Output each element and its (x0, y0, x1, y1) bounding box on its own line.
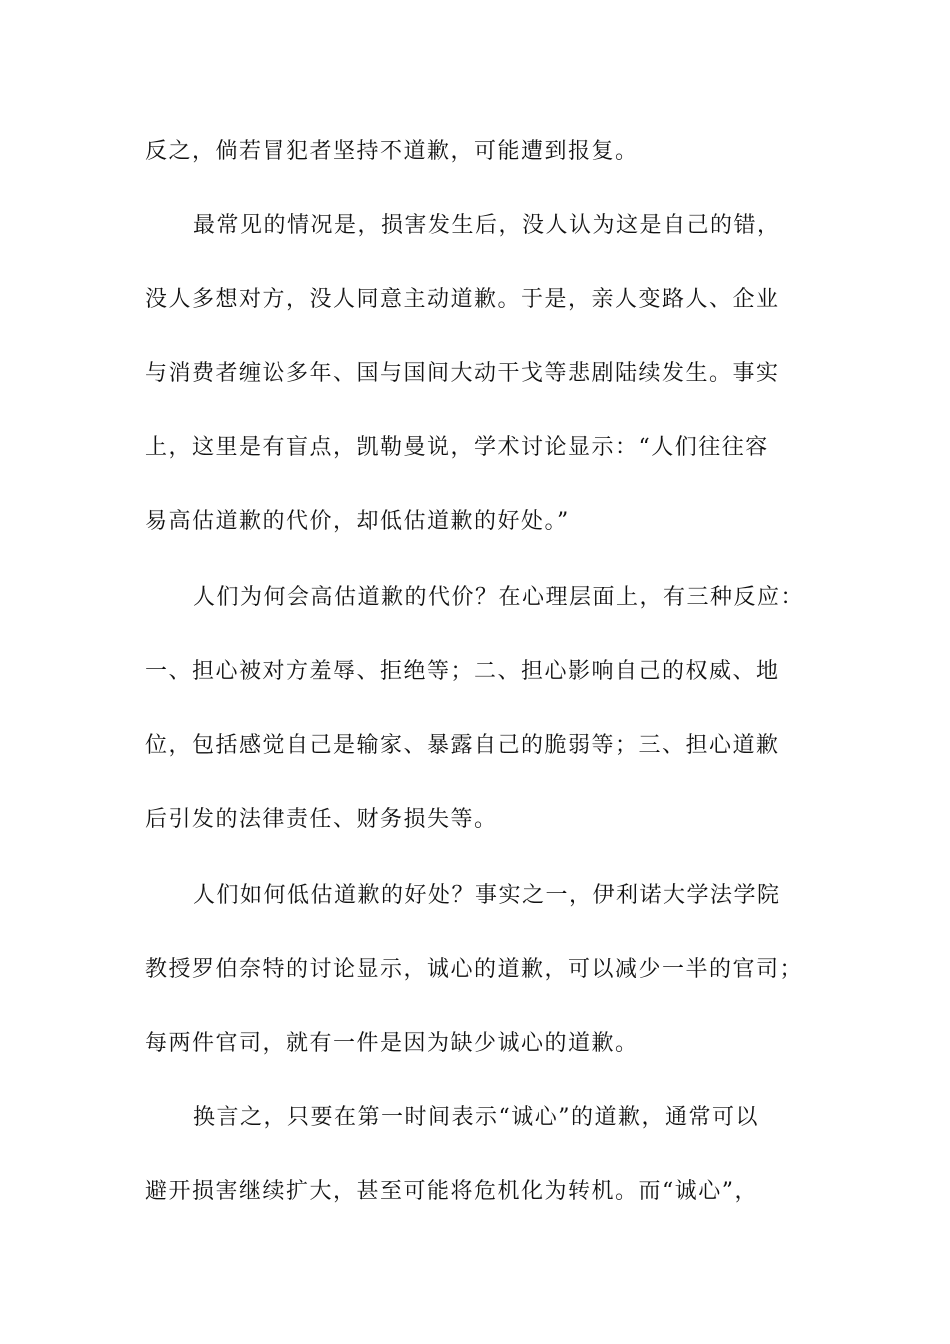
text-line: 避开损害继续扩大，甚至可能将危机化为转机。而“诚心”， (145, 1179, 758, 1204)
paragraph-start-line: 最常见的情况是，损害发生后，没人认为这是自己的错， (193, 213, 781, 238)
text-line: 一、担心被对方羞辱、拒绝等；二、担心影响自己的权威、地 (145, 659, 780, 684)
paragraph-start-line: 换言之，只要在第一时间表示“诚心”的道歉，通常可以 (193, 1105, 759, 1130)
text-line: 每两件官司，就有一件是因为缺少诚心的道歉。 (145, 1031, 639, 1056)
text-line: 位，包括感觉自己是输家、暴露自己的脆弱等；三、担心道歉 (145, 733, 780, 758)
text-line: 与消费者缠讼多年、国与国间大动干戈等悲剧陆续发生。事实 (145, 361, 780, 386)
paragraph-start-line: 人们如何低估道歉的好处？事实之一，伊利诺大学法学院 (193, 883, 781, 908)
text-line: 教授罗伯奈特的讨论显示，诚心的道歉，可以减少一半的官司； (145, 957, 804, 982)
text-line: 没人多想对方，没人同意主动道歉。于是，亲人变路人、企业 (145, 287, 780, 312)
text-line: 反之，倘若冒犯者坚持不道歉，可能遭到报复。 (145, 139, 639, 164)
text-line: 上，这里是有盲点，凯勒曼说，学术讨论显示：“人们往往容 (145, 435, 769, 460)
text-line: 易高估道歉的代价，却低估道歉的好处。” (145, 509, 570, 534)
paragraph-start-line: 人们为何会高估道歉的代价？在心理层面上，有三种反应： (193, 585, 805, 610)
text-line: 后引发的法律责任、财务损失等。 (145, 807, 498, 832)
